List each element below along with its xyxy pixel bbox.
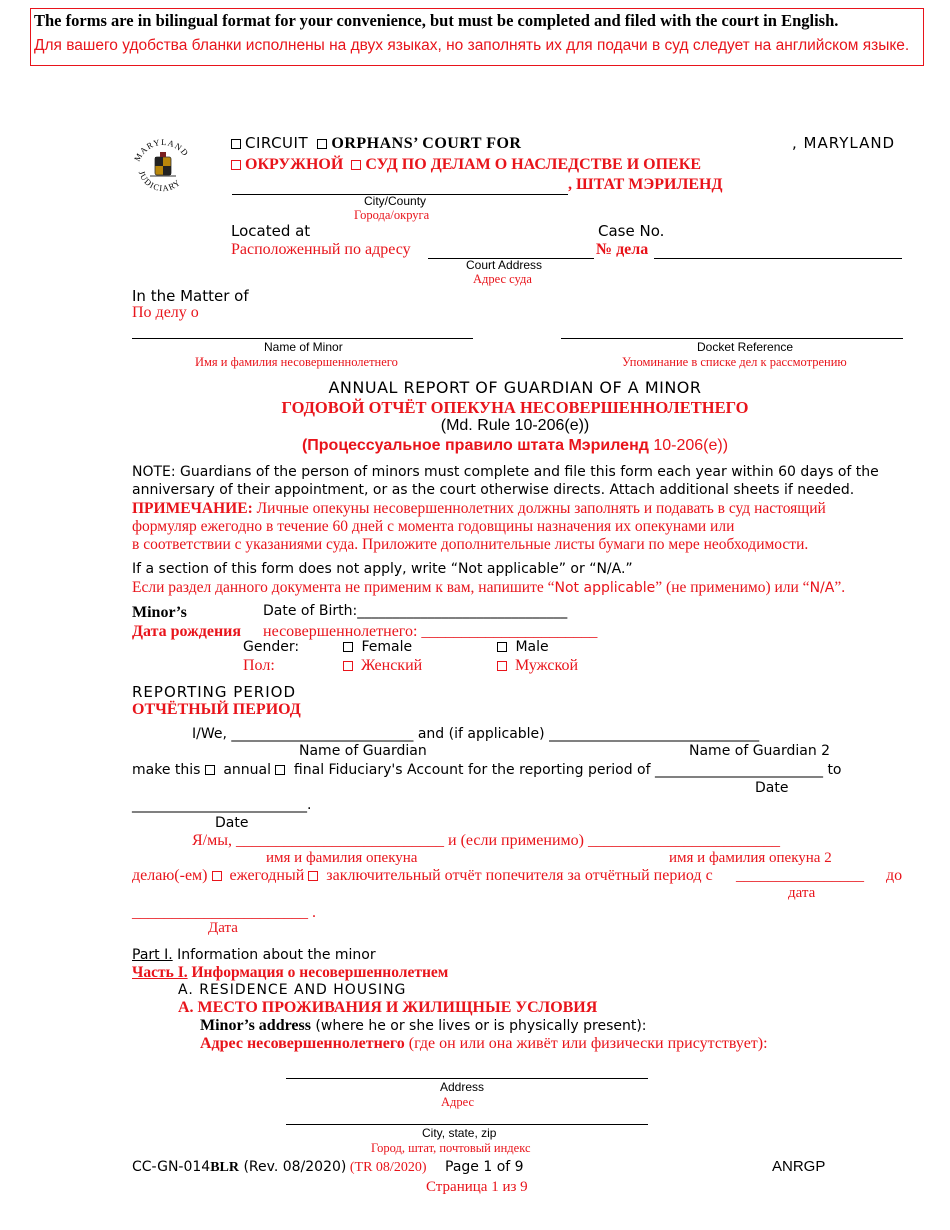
period-end-field-ru[interactable]: ______________________ . (132, 904, 316, 921)
guardian-name-label: Name of Guardian (299, 743, 427, 759)
iwe-line: I/We, __________________________ and (if applicable) ______________________________ (192, 726, 760, 742)
matter-label-ru: По делу о (132, 304, 199, 321)
final-checkbox-ru[interactable] (308, 871, 318, 881)
end-date-label: Date (215, 815, 249, 831)
iwe-line-ru: Я/мы, __________________________ и (если применимо) ________________________ (192, 832, 780, 849)
gender-female: Female (343, 639, 412, 655)
female-checkbox-ru[interactable] (343, 661, 353, 671)
city-county-label-ru: Города/округа (354, 208, 430, 222)
end-date-label-ru: Дата (208, 920, 238, 936)
orphans-court-checkbox-ru[interactable] (351, 160, 361, 170)
court-type-ru: ОКРУЖНОЙ СУД ПО ДЕЛАМ О НАСЛЕДСТВЕ И ОПЕКЕ (231, 156, 701, 174)
start-date-label: Date (755, 780, 789, 796)
court-state-ru: , ШТАТ МЭРИЛЕНД (568, 176, 723, 193)
orphans-court-checkbox[interactable] (317, 139, 327, 149)
male-checkbox[interactable] (497, 642, 507, 652)
minor-name-label-ru: Имя и фамилия несовершеннолетнего (195, 355, 398, 369)
case-no-label: Case No. (598, 222, 665, 240)
case-no-label-ru: № дела (596, 241, 649, 258)
dob-field-ru[interactable]: ______________________ (421, 623, 598, 640)
address-label: Address (440, 1080, 485, 1094)
notice-english: The forms are in bilingual format for your convenience, but must be completed and filed with the court in English. (34, 11, 839, 30)
dob-label-ru-a: Дата рождения (132, 623, 242, 640)
female-checkbox[interactable] (343, 642, 353, 652)
dob-label-ru-b: несовершеннолетнего: ______________________ (263, 623, 598, 640)
dob-label: Date of Birth:______________________________ (263, 603, 568, 619)
form-code: CC-GN-014BLR (Rev. 08/2020) (TR 08/2020) (132, 1159, 427, 1175)
note-ru-line-3: в соответствии с указаниями суда. Приложите дополнительные листы бумаги по мере необходимости. (132, 536, 809, 553)
note-line-1: NOTE: Guardians of the person of minors must complete and file this form each year within 60 days of the (132, 464, 879, 480)
docket-reference-field[interactable] (561, 338, 903, 339)
annual-checkbox-ru[interactable] (212, 871, 222, 881)
make-this-line: make this annual final Fiduciary's Account for the reporting period of ________________________ to (132, 762, 842, 778)
court-address-label: Court Address (466, 258, 543, 272)
make-this-line-ru: делаю(-ем) ежегодный заключительный отчёт попечителя за отчётный период с (132, 867, 713, 884)
note-ru-line-1: ПРИМЕЧАНИЕ: Личные опекуны несовершеннолетних должны заполнять и подавать в суд настоящий (132, 500, 826, 517)
located-at-label: Located at (231, 222, 311, 240)
gender-male-ru: Мужской (497, 657, 578, 675)
residence-heading: A. RESIDENCE AND HOUSING (178, 982, 407, 998)
form-title: ANNUAL REPORT OF GUARDIAN OF A MINOR (328, 378, 702, 397)
reporting-period-heading-ru: ОТЧЁТНЫЙ ПЕРИОД (132, 701, 301, 718)
guardian-name-field[interactable]: __________________________ (231, 726, 414, 742)
circuit-checkbox-ru[interactable] (231, 160, 241, 170)
reporting-period-heading: REPORTING PERIOD (132, 683, 297, 701)
form-rule-ru: (Процессуальное правило штата Мэриленд 10-206(e)) (301, 437, 729, 454)
address-label-ru: Адрес (441, 1095, 475, 1109)
na-instruction: If a section of this form does not apply, write “Not applicable” or “N/A.” (132, 561, 633, 577)
city-state-zip-label: City, state, zip (422, 1126, 497, 1140)
court-type-en: CIRCUIT ORPHANS’ COURT FOR (231, 134, 521, 153)
city-county-label: City/County (364, 194, 427, 208)
page-number-ru: Страница 1 из 9 (426, 1179, 528, 1195)
address-field[interactable] (286, 1078, 648, 1079)
part1-heading-ru: Часть I. Информация о несовершеннолетнем (132, 964, 449, 981)
court-address-label-ru: Адрес суда (473, 272, 532, 286)
gender-label-ru: Пол: (243, 657, 275, 674)
case-number-field[interactable] (654, 258, 902, 259)
notice-russian: Для вашего удобства бланки исполнены на двух языках, но заполнять их для подачи в суд следует на английском языке. (34, 37, 910, 54)
form-title-ru: ГОДОВОЙ ОТЧЁТ ОПЕКУНА НЕСОВЕРШЕННОЛЕТНЕГО (281, 398, 749, 417)
to-label-ru: до (886, 867, 903, 884)
note-ru-line-2: формуляр ежегодно в течение 60 дней с момента годовщины назначения их опекунами или (132, 518, 735, 535)
minor-label: Minor’s (132, 604, 187, 621)
gender-female-ru: Женский (343, 657, 422, 675)
part1-heading: Part I. Information about the minor (132, 947, 376, 963)
na-instruction-ru: Если раздел данного документа не применим к вам, напишите “Not applicable” (не применимо) или “N/A”. (132, 579, 846, 596)
docket-reference-label-ru: Упоминание в списке дел к рассмотрению (622, 355, 847, 369)
guardian2-name-field[interactable]: ______________________________ (549, 726, 760, 742)
city-state-zip-label-ru: Город, штат, почтовый индекс (371, 1141, 531, 1155)
form-rule: (Md. Rule 10-206(e)) (440, 417, 590, 434)
maryland-judiciary-seal-icon (130, 130, 196, 202)
seal-bottom-text: JUDICIARY (136, 169, 183, 194)
period-start-field-ru[interactable]: ________________ (736, 867, 864, 884)
minor-name-field[interactable] (132, 338, 473, 339)
court-state-en: , MARYLAND (792, 134, 896, 152)
final-checkbox[interactable] (275, 765, 285, 775)
docket-reference-label: Docket Reference (697, 340, 794, 354)
dob-field[interactable]: ______________________________ (357, 603, 568, 619)
city-state-zip-field[interactable] (286, 1124, 648, 1125)
start-date-label-ru: дата (788, 885, 816, 901)
located-at-label-ru: Расположенный по адресу (231, 241, 411, 258)
guardian-name-field-ru[interactable]: __________________________ (236, 832, 444, 849)
gender-male: Male (497, 639, 549, 655)
note-line-2: anniversary of their appointment, or as the court otherwise directs. Attach additional sheets if needed. (132, 482, 855, 498)
annual-checkbox[interactable] (205, 765, 215, 775)
residence-heading-ru: A. МЕСТО ПРОЖИВАНИЯ И ЖИЛИЩНЫЕ УСЛОВИЯ (178, 999, 598, 1016)
form-id: ANRGP (772, 1158, 826, 1175)
guardian2-name-label: Name of Guardian 2 (689, 743, 831, 759)
period-end-field[interactable]: _________________________. (132, 797, 312, 813)
guardian2-name-label-ru: имя и фамилия опекуна 2 (669, 850, 832, 866)
guardian-name-label-ru: имя и фамилия опекуна (266, 850, 418, 866)
gender-label: Gender: (243, 639, 300, 655)
page-number: Page 1 of 9 (445, 1159, 524, 1175)
guardian2-name-field-ru[interactable]: ________________________ (587, 832, 780, 849)
matter-label: In the Matter of (132, 287, 249, 305)
minor-address-instruction-ru: Адрес несовершеннолетнего (где он или она живёт или физически присутствует): (200, 1035, 768, 1052)
period-start-field[interactable]: ________________________ (654, 762, 823, 778)
male-checkbox-ru[interactable] (497, 661, 507, 671)
seal-top-text: MARYLAND (131, 136, 191, 163)
minor-name-label: Name of Minor (264, 340, 343, 354)
circuit-checkbox[interactable] (231, 139, 241, 149)
minor-address-instruction: Minor’s address (where he or she lives or is physically present): (200, 1017, 647, 1034)
